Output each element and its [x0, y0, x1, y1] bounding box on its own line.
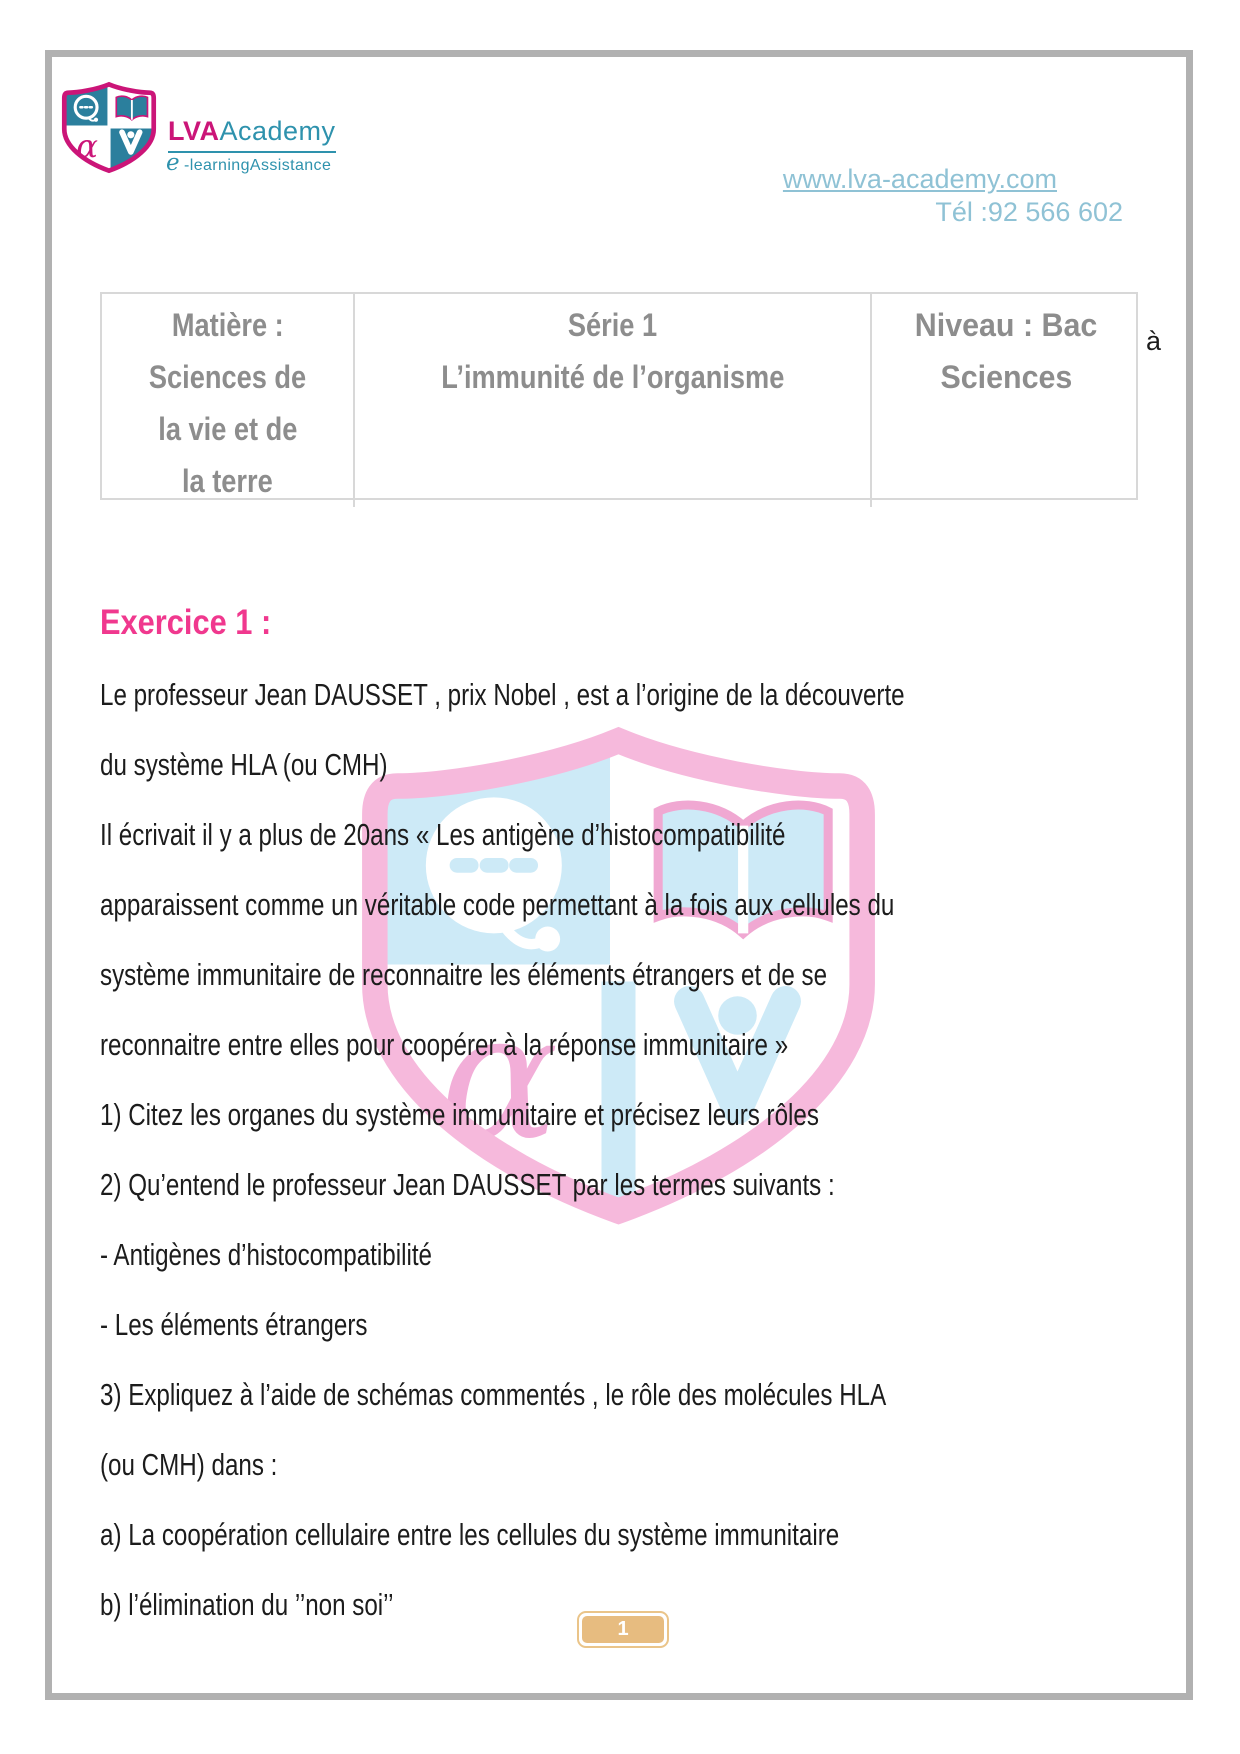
exercise-line: Le professeur Jean DAUSSET , prix Nobel , est a l’origine de la découverte [100, 677, 905, 712]
exercise-line: - Antigènes d’histocompatibilité [100, 1237, 432, 1272]
brand-tagline [166, 150, 331, 176]
exercise-line: reconnaitre entre elles pour coopérer à la réponse immunitaire » [100, 1027, 789, 1062]
tagline-e: e [166, 150, 181, 176]
brand-name [168, 116, 336, 153]
lva-academy-shield-icon [57, 80, 161, 174]
exercise-line: 1) Citez les organes du système immunitaire et précisez leurs rôles [100, 1097, 819, 1132]
website-link[interactable]: www.lva-academy.com [782, 164, 1057, 194]
exercise-line: a) La coopération cellulaire entre les cellules du système immunitaire [100, 1517, 840, 1552]
exercise-line: du système HLA (ou CMH) [100, 747, 388, 782]
page-number-badge [577, 1611, 669, 1648]
exercise-line: apparaissent comme un véritable code permettant à la fois aux cellules du [100, 887, 895, 922]
watermark-alpha-icon: α [440, 975, 559, 1180]
exercise-line: b) l’élimination du ’’non soi’’ [100, 1587, 394, 1622]
exercise-line: Il écrivait il y a plus de 20ans « Les antigène d’histocompatibilité [100, 817, 786, 852]
exercise-line: 3) Expliquez à l’aide de schémas commentés , le rôle des molécules HLA [100, 1377, 887, 1412]
tagline-text: -learningAssistance [184, 157, 332, 174]
phone-number: Tél :92 566 602 [935, 197, 1123, 227]
alpha-icon: α [76, 127, 99, 166]
exercise-line: 2) Qu’entend le professeur Jean DAUSSET par les termes suivants : [100, 1167, 835, 1202]
exercise-line: (ou CMH) dans : [100, 1447, 278, 1482]
side-note: à [1146, 326, 1162, 356]
exercise-line: - Les éléments étrangers [100, 1307, 368, 1342]
exercise-title: Exercice 1 : [100, 603, 272, 642]
info-table-cell-matiere: Matière : Sciences de la vie et de la terre [102, 294, 355, 507]
brand-rest: Academy [219, 116, 336, 146]
exercise-line: système immunitaire de reconnaitre les éléments étrangers et de se [100, 957, 828, 992]
info-table-cell-serie: Série 1 L’immunité de l’organisme [355, 294, 872, 507]
info-table-cell-niveau: Niveau : Bac Sciences [914, 307, 1098, 395]
page-number: 1 [582, 1616, 664, 1643]
info-table [100, 292, 1138, 500]
exercise-body [100, 660, 1240, 1640]
brand-bold: LVA [168, 116, 220, 146]
